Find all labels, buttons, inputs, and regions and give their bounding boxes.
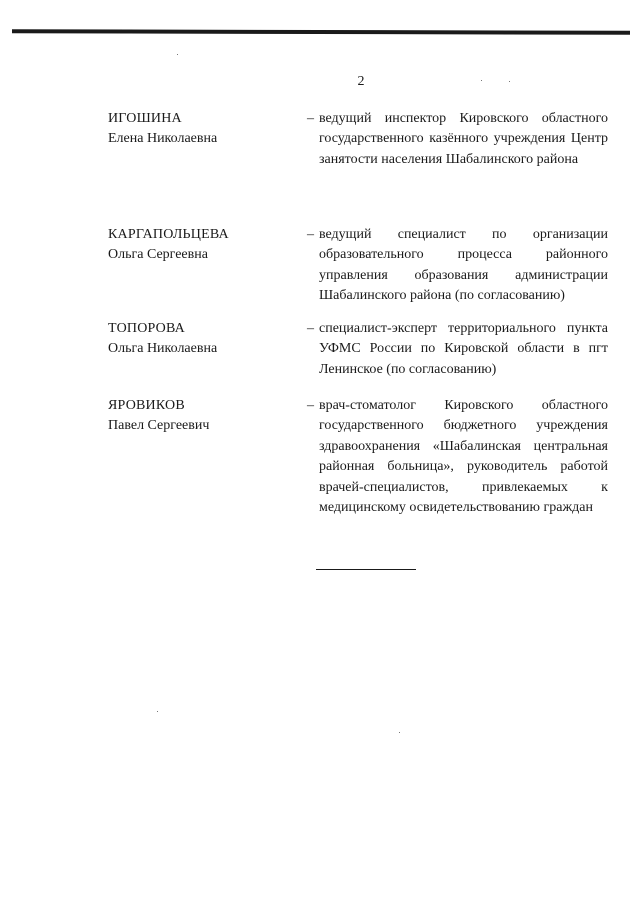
member-given-names: Павел Сергеевич	[108, 418, 210, 434]
entry-dash: –	[307, 321, 314, 336]
member-role: специалист-эксперт территориального пункта УФМС России по Кировской области в пгт Ленинское (по согласованию)	[319, 321, 608, 377]
page-number: 2	[357, 74, 365, 89]
scan-speck	[177, 54, 178, 55]
scan-speck	[157, 711, 158, 712]
member-surname: ЯРОВИКОВ	[108, 398, 185, 413]
member-given-names: Елена Николаевна	[108, 131, 218, 147]
member-role: врач-стоматолог Кировского областного государственного бюджетного учреждения здравоохранения «Шабалинская центральная районная больница», руководитель работой врачей-специалистов, привлекаемых к медицинскому освидетельствованию граждан	[319, 398, 608, 516]
member-role: ведущий инспектор Кировского областного государственного казённого учреждения Центр занятости населения Шабалинского района	[319, 111, 608, 167]
top-border-line	[12, 29, 630, 35]
scan-speck	[399, 732, 400, 733]
member-surname: ИГОШИНА	[108, 111, 182, 126]
entry-dash: –	[307, 111, 314, 126]
member-given-names: Ольга Сергеевна	[108, 247, 208, 263]
member-role: ведущий специалист по организации образовательного процесса районного управления образования администрации Шабалинского района (по согласованию)	[319, 227, 608, 304]
member-name	[108, 319, 298, 360]
member-given-names: Ольга Николаевна	[108, 341, 218, 357]
member-name	[108, 396, 298, 437]
member-name	[108, 225, 298, 266]
scan-speck	[481, 80, 482, 81]
closing-line	[316, 569, 416, 570]
entry-dash: –	[307, 227, 314, 242]
entry-dash: –	[307, 398, 314, 413]
member-surname: КАРГАПОЛЬЦЕВА	[108, 227, 229, 242]
scan-speck	[509, 81, 510, 82]
member-surname: ТОПОРОВА	[108, 321, 185, 336]
member-name	[108, 109, 298, 150]
